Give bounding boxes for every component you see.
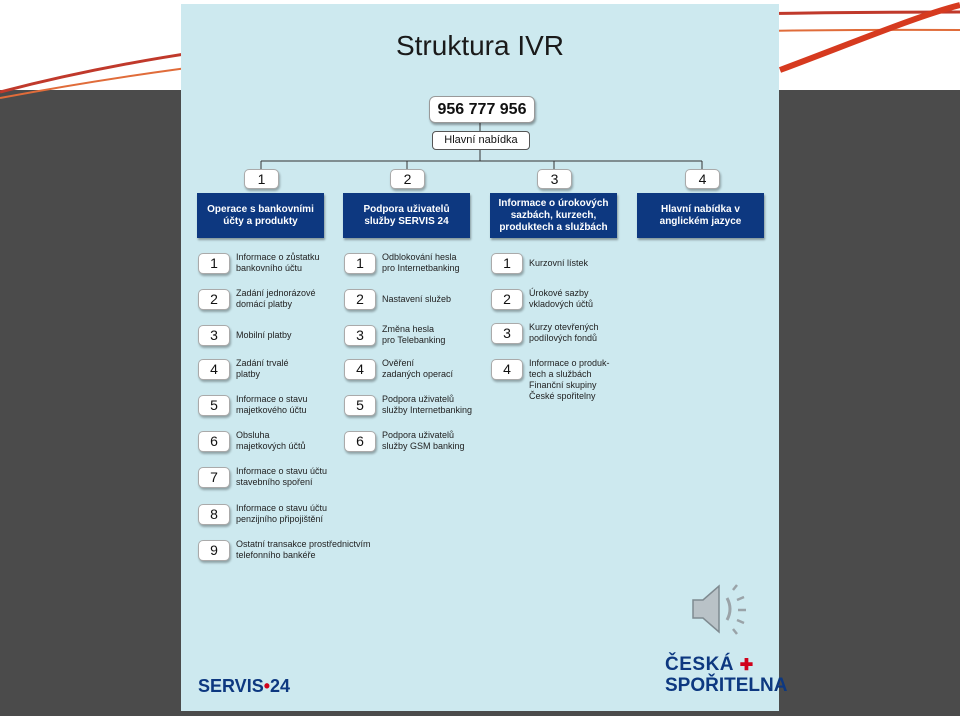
item-number: 4 <box>344 359 376 380</box>
top-number-2: 2 <box>390 169 425 189</box>
item-label: Ověření zadaných operací <box>382 358 454 379</box>
top-number-3: 3 <box>537 169 572 189</box>
column-header-1: Operace s bankovními účty a produkty <box>197 193 324 238</box>
top-number-4: 4 <box>685 169 720 189</box>
item-number: 1 <box>491 253 523 274</box>
item-number: 6 <box>344 431 376 452</box>
logo-line-1: ČESKÁ <box>665 654 735 675</box>
servis24-logo-dot: • <box>263 676 271 696</box>
item-label: Kurzy otevřených podílových fondů <box>529 322 599 343</box>
item-label: Podpora uživatelů služby GSM banking <box>382 430 465 451</box>
item-label: Zadání jednorázové domácí platby <box>236 288 316 309</box>
servis24-logo-number: 24 <box>270 676 291 696</box>
slide-title: Struktura IVR <box>395 30 565 61</box>
item-number: 4 <box>198 359 230 380</box>
item-number: 1 <box>198 253 230 274</box>
main-menu-box: Hlavní nabídka <box>432 131 530 150</box>
item-number: 3 <box>344 325 376 346</box>
item-label: Nastavení služeb <box>382 294 452 304</box>
top-number-1: 1 <box>244 169 279 189</box>
slide <box>181 4 788 711</box>
item-number: 5 <box>198 395 230 416</box>
item-label: Informace o zůstatku bankovního účtu <box>236 252 320 273</box>
item-label: Změna hesla pro Telebanking <box>382 324 446 345</box>
item-label: Informace o stavu účtu stavebního spoření <box>236 466 328 487</box>
item-label: Obsluha majetkových účtů <box>236 430 306 451</box>
logo-line-2: SPOŘITELNA <box>665 675 788 696</box>
phone-number-box: 956 777 956 <box>429 96 535 123</box>
item-label: Mobilní platby <box>236 330 292 340</box>
item-label: Odblokování hesla pro Internetbanking <box>382 252 460 273</box>
item-number: 3 <box>198 325 230 346</box>
servis24-logo <box>198 676 290 697</box>
item-number: 3 <box>491 323 523 344</box>
item-number: 2 <box>344 289 376 310</box>
servis24-logo-text: SERVIS <box>198 676 264 696</box>
item-label: Úrokové sazby vkladových účtů <box>529 288 594 309</box>
item-number: 2 <box>491 289 523 310</box>
item-number: 4 <box>491 359 523 380</box>
item-number: 1 <box>344 253 376 274</box>
item-number: 8 <box>198 504 230 525</box>
item-number: 2 <box>198 289 230 310</box>
item-number: 6 <box>198 431 230 452</box>
item-number: 9 <box>198 540 230 561</box>
item-number: 7 <box>198 467 230 488</box>
column-header-4: Hlavní nabídka v anglickém jazyce <box>637 193 764 238</box>
item-label: Ostatní transakce prostřednictvím telefonního bankéře <box>236 539 371 560</box>
item-label: Kurzovní lístek <box>529 258 589 268</box>
item-label: Informace o stavu účtu penzijního připojištění <box>236 503 328 524</box>
item-label: Podpora uživatelů služby Internetbanking <box>382 394 473 415</box>
speaker-icon[interactable] <box>689 580 751 638</box>
item-label: Zadání trvalé platby <box>236 358 289 379</box>
item-number: 5 <box>344 395 376 416</box>
ceska-sporitelna-logo <box>665 655 787 696</box>
ceska-sporitelna-sign-icon: ✚ <box>739 657 754 674</box>
column-header-3: Informace o úrokových sazbách, kurzech, produktech a službách <box>490 193 617 238</box>
item-label: Informace o stavu majetkového účtu <box>236 394 308 415</box>
column-header-2: Podpora uživatelů služby SERVIS 24 <box>343 193 470 238</box>
item-label: Informace o produk- tech a službách Finanční skupiny České spořitelny <box>529 358 610 401</box>
